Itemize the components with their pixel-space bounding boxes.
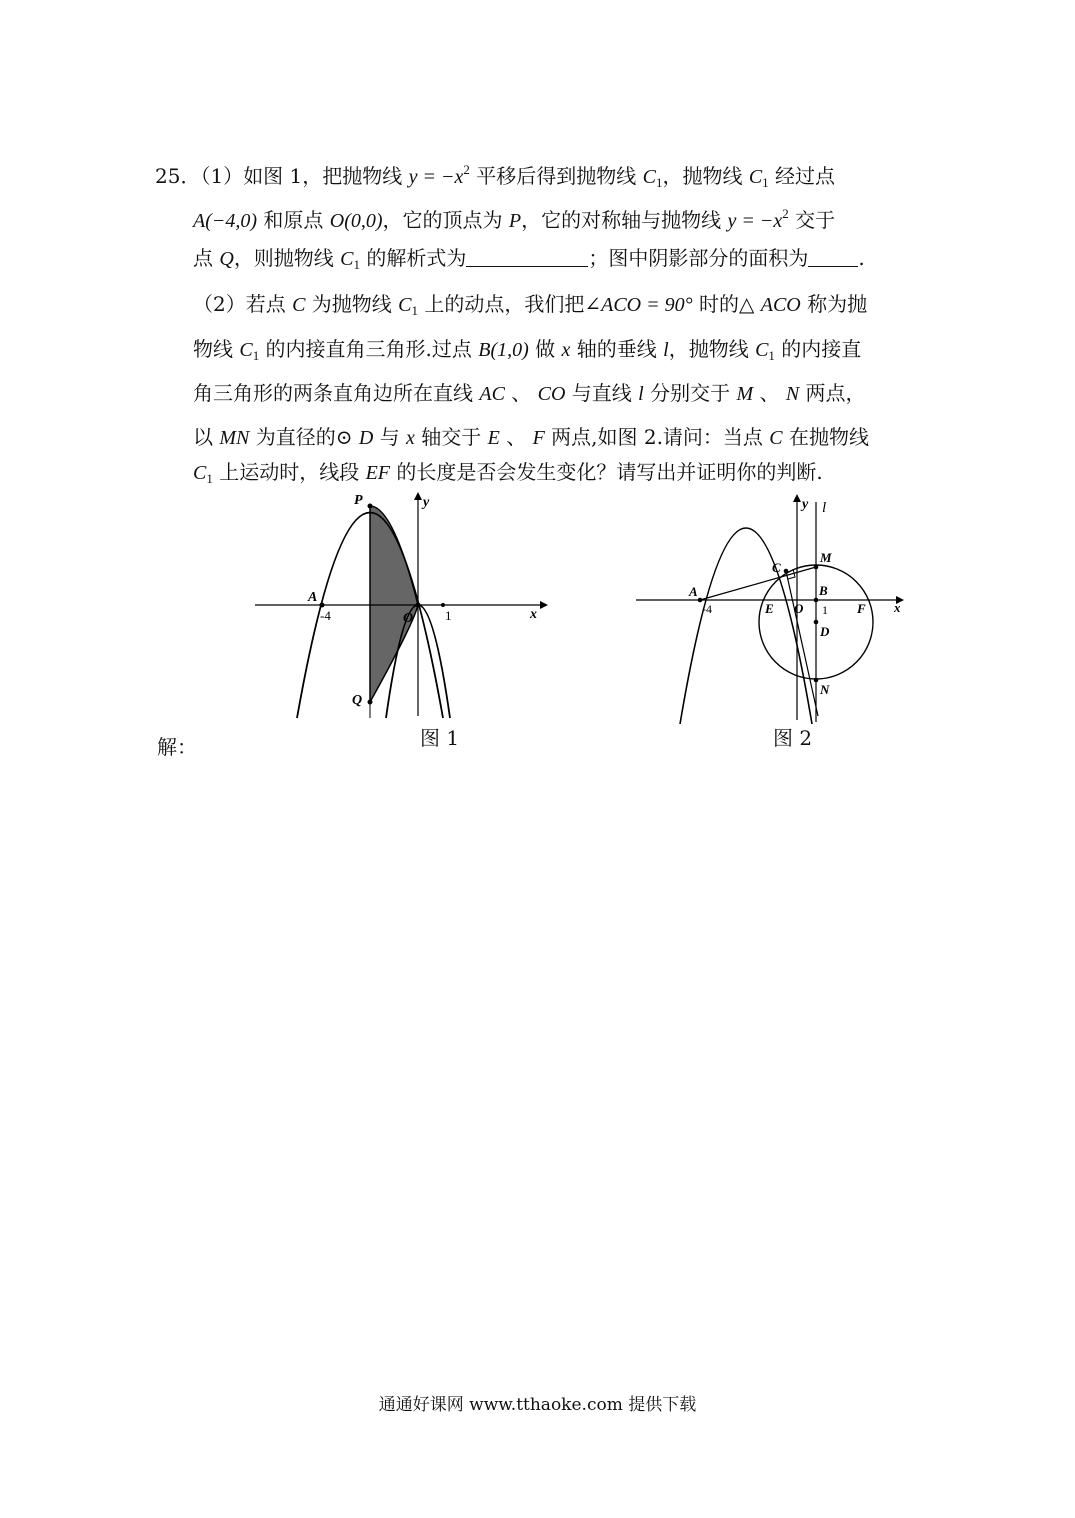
text: ，它的对称轴与抛物线	[521, 208, 728, 232]
label-1: 1	[445, 608, 452, 623]
curve-c1: $C_1$	[239, 339, 260, 363]
triangle-aco: ACO	[760, 294, 801, 316]
label-p: P	[354, 493, 363, 508]
text: 的长度是否会发生变化？请写出并证明你的判断.	[390, 460, 823, 484]
text: 交于	[788, 208, 836, 232]
point-q: Q	[219, 248, 234, 270]
curve-c1: $C_1$	[748, 166, 769, 190]
figure-1	[255, 492, 555, 722]
label-o: O	[794, 601, 804, 616]
text: 分别交于	[643, 381, 737, 405]
curve-c1: $C_1$	[340, 248, 361, 272]
point-m: M	[736, 383, 754, 405]
problem-line-4	[193, 290, 867, 325]
figure-2	[636, 492, 926, 724]
y-axis-arrow	[793, 494, 801, 502]
curve-c1: $C_1$	[398, 294, 418, 318]
point-q-dot	[368, 700, 373, 705]
curve-c1: $C_1$	[642, 166, 663, 190]
tick-1-dot	[441, 603, 445, 607]
point-o-dot	[416, 603, 421, 608]
text: 的解析式为	[360, 246, 467, 270]
curve-c1: $C_1$	[755, 339, 775, 363]
y-axis-arrow	[414, 492, 422, 500]
text: ，抛物线	[668, 337, 756, 361]
text: ，抛物线	[662, 164, 749, 188]
label-o: O	[403, 611, 414, 626]
label-a: A	[308, 590, 318, 605]
label-e: E	[765, 601, 774, 616]
text: 的内接直角三角形.过点	[259, 337, 479, 361]
text: 经过点	[768, 164, 836, 188]
text: 为抛物线	[305, 292, 399, 316]
text: 点	[193, 246, 220, 270]
problem-line-5	[193, 335, 861, 370]
text: 与	[373, 425, 407, 449]
point-a: A(−4,0)	[193, 210, 258, 232]
problem-line-1	[155, 156, 835, 197]
point-o: O(0,0)	[329, 210, 383, 232]
var-x: x	[561, 339, 571, 361]
line-acm	[700, 567, 816, 600]
label-n: N	[820, 682, 830, 697]
point-d-dot	[814, 620, 819, 625]
line-ac: AC	[479, 383, 505, 405]
line-co: CO	[537, 383, 566, 405]
label-minus-4: -4	[702, 602, 712, 616]
label-x: x	[530, 607, 537, 622]
text: 与直线	[565, 381, 639, 405]
text: ；图中阴影部分的面积为	[588, 246, 809, 270]
point-e: E	[487, 427, 500, 449]
line-l: l	[663, 339, 669, 361]
point-f: F	[532, 427, 545, 449]
line-l: l	[638, 383, 644, 405]
figure-2-caption: 图 2	[773, 726, 813, 750]
text: 、	[499, 425, 533, 449]
text: 上运动时，线段	[212, 460, 366, 484]
text: 轴交于	[414, 425, 488, 449]
label-q: Q	[352, 693, 363, 708]
text: 、	[753, 381, 786, 405]
segment-ef: EF	[365, 462, 390, 484]
point-c-dot	[784, 569, 789, 574]
label-x: x	[894, 600, 901, 615]
text: 两点，	[799, 381, 866, 405]
problem-line-6	[193, 379, 866, 408]
point-a-dot	[320, 603, 325, 608]
equation: $y = -x^2$	[727, 206, 789, 232]
footer-credit: 通通好课网 www.tthaoke.com 提供下载	[378, 1395, 697, 1415]
text: 如图 1，把抛物线	[243, 164, 409, 188]
part1-tag: （1）	[200, 164, 244, 188]
text: 角三角形的两条直角边所在直线	[193, 381, 480, 405]
text: .	[858, 246, 865, 270]
var-x: x	[406, 427, 415, 449]
label-l: l	[822, 500, 827, 516]
problem-line-2	[193, 200, 835, 235]
point-p-dot	[368, 504, 373, 509]
line-con	[786, 571, 818, 716]
parabola-c1	[680, 528, 812, 724]
text: 做	[528, 337, 562, 361]
text: 在抛物线	[782, 425, 869, 449]
text: 、	[504, 381, 538, 405]
label-1: 1	[822, 603, 828, 617]
label-d: D	[820, 624, 830, 639]
text: ，则抛物线	[233, 246, 341, 270]
label-b: B	[819, 583, 828, 598]
text: 上的动点，我们把∠	[418, 292, 602, 316]
x-axis-arrow	[540, 601, 548, 609]
label-y: y	[423, 495, 430, 510]
answer-blank-1[interactable]	[466, 248, 588, 267]
text: 和原点	[257, 208, 330, 232]
text: 物线	[193, 337, 240, 361]
problem-line-3	[193, 244, 865, 279]
text: 平移后得到抛物线	[469, 164, 643, 188]
circle-d: D	[358, 427, 374, 449]
point-n-dot	[814, 678, 819, 683]
problem-line-8	[193, 458, 823, 493]
problem-line-7	[193, 423, 869, 452]
label-c: C	[772, 560, 781, 575]
segment-mn: MN	[219, 427, 250, 449]
point-m-dot	[814, 565, 819, 570]
problem-number: 25．	[155, 164, 201, 188]
text: 以	[193, 425, 220, 449]
label-minus-4: -4	[320, 608, 331, 623]
text: 轴的垂线	[570, 337, 664, 361]
point-b-dot	[814, 598, 819, 603]
text: 两点,如图 2.请问：当点	[544, 425, 770, 449]
point-p: P	[508, 210, 522, 232]
text: ，它的顶点为	[382, 208, 509, 232]
text: 的内接直	[774, 337, 862, 361]
point-c: C	[292, 294, 306, 316]
text: 若点	[245, 292, 293, 316]
point-b: B(1,0)	[478, 339, 529, 361]
text: 时的△	[692, 292, 761, 316]
part2-tag: （2）	[193, 292, 246, 316]
angle-condition: ACO = 90°	[601, 294, 693, 316]
label-a: A	[689, 584, 698, 599]
answer-label: 解：	[157, 735, 197, 759]
figure-1-caption: 图 1	[420, 726, 460, 750]
equation: $y = -x^2$	[408, 162, 470, 188]
label-m: M	[820, 550, 832, 565]
label-f: F	[857, 601, 866, 616]
curve-c1: $C_1$	[193, 462, 213, 486]
label-y: y	[802, 497, 809, 512]
point-c: C	[769, 427, 783, 449]
point-n: N	[785, 383, 800, 405]
text: 称为抛	[800, 292, 868, 316]
answer-blank-2[interactable]	[808, 248, 858, 267]
text: 为直径的⊙	[249, 425, 359, 449]
